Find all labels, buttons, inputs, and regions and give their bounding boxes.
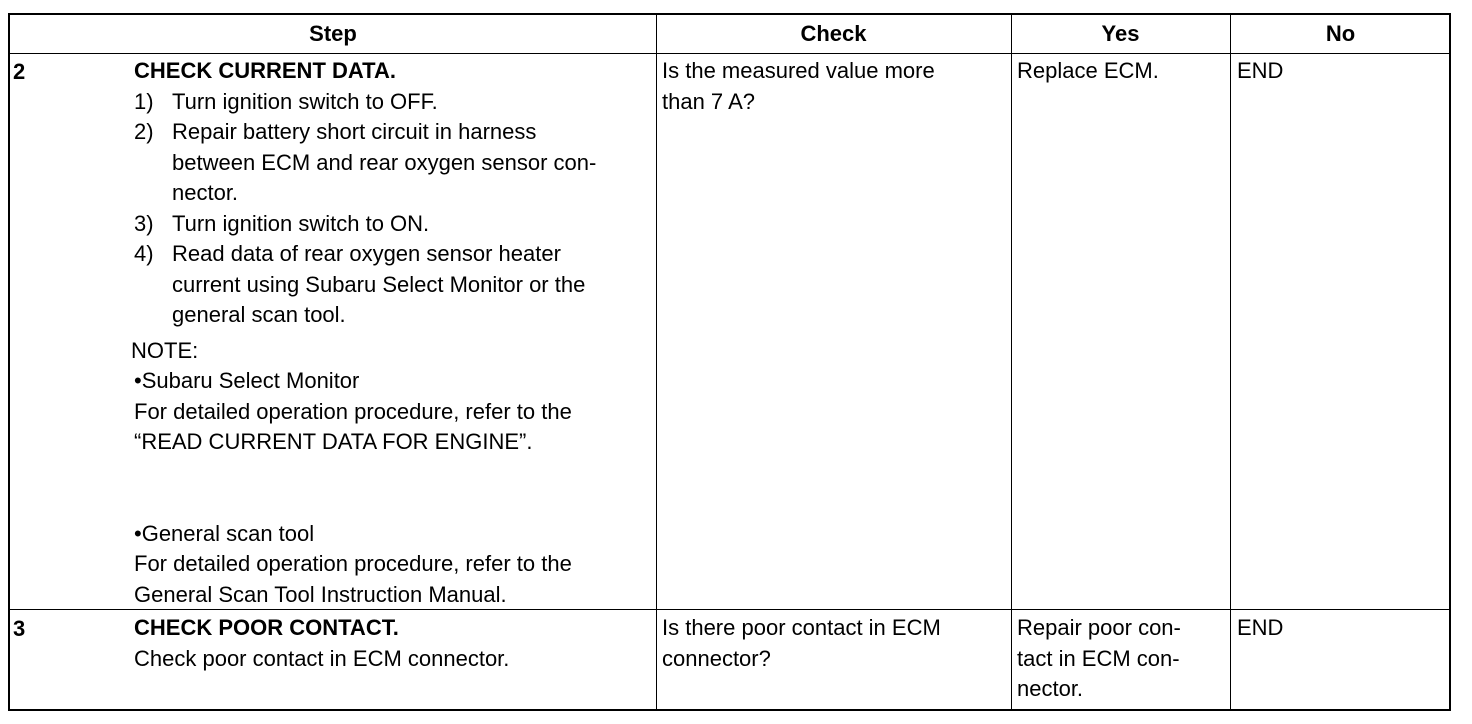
column-divider: [1011, 15, 1012, 709]
list-index: 3): [134, 210, 154, 236]
check-text: than 7 A?: [662, 88, 755, 114]
row-divider: [10, 53, 1449, 54]
yes-cell: [1017, 613, 1227, 705]
note-title: •General scan tool: [134, 520, 315, 546]
header-check: Check: [800, 21, 867, 46]
check-text: Is the measured value more: [662, 58, 935, 83]
diagnostic-table: [8, 13, 1451, 711]
list-text: Repair battery short circuit in harness: [172, 119, 537, 144]
check-cell: [662, 613, 1007, 674]
note-label: NOTE:: [131, 337, 199, 363]
list-index: 2): [134, 119, 154, 144]
list-index: 4): [134, 241, 154, 266]
list-text: general scan tool.: [172, 302, 346, 327]
no-cell: [1237, 56, 1447, 87]
list-text: between ECM and rear oxygen sensor con-: [172, 149, 597, 175]
note-text: For detailed operation procedure, refer to the: [134, 551, 572, 576]
check-text: Is there poor contact in ECM: [662, 615, 941, 640]
list-text: nector.: [172, 180, 239, 205]
note-title: •Subaru Select Monitor: [134, 368, 360, 393]
no-cell: [1237, 613, 1447, 644]
list-index: 1): [134, 88, 154, 114]
yes-text: Repair poor con-: [1017, 615, 1181, 640]
list-text: Turn ignition switch to ON.: [172, 210, 430, 236]
step-text: Check poor contact in ECM connector.: [134, 645, 510, 671]
check-text: connector?: [662, 645, 771, 671]
header-yes: Yes: [1101, 21, 1140, 46]
list-item: [134, 117, 654, 209]
step-title: CHECK CURRENT DATA.: [134, 58, 396, 83]
list-text: Turn ignition switch to OFF.: [172, 88, 438, 114]
header-step: Step: [309, 21, 357, 46]
step-number: 2: [13, 59, 26, 84]
column-divider: [656, 15, 657, 709]
list-item: [134, 209, 654, 240]
note-text: “READ CURRENT DATA FOR ENGINE”.: [134, 429, 533, 454]
step-content: [131, 56, 654, 610]
step-number: 3: [13, 616, 26, 641]
yes-text: tact in ECM con-: [1017, 645, 1180, 671]
check-cell: [662, 56, 1007, 117]
note-text: For detailed operation procedure, refer to the: [134, 398, 572, 424]
yes-text: Replace ECM.: [1017, 58, 1159, 83]
list-text: Read data of rear oxygen sensor heater: [172, 241, 561, 266]
step-content: [134, 613, 654, 674]
yes-cell: [1017, 56, 1227, 87]
step-title: CHECK POOR CONTACT.: [134, 615, 399, 640]
column-divider: [1230, 15, 1231, 709]
header-no: No: [1325, 21, 1356, 46]
yes-text: nector.: [1017, 676, 1084, 701]
list-text: current using Subaru Select Monitor or the: [172, 271, 586, 297]
no-text: END: [1237, 615, 1284, 640]
no-text: END: [1237, 58, 1284, 83]
note-text: General Scan Tool Instruction Manual.: [134, 581, 507, 607]
list-item: [134, 87, 654, 118]
list-item: [134, 239, 654, 331]
